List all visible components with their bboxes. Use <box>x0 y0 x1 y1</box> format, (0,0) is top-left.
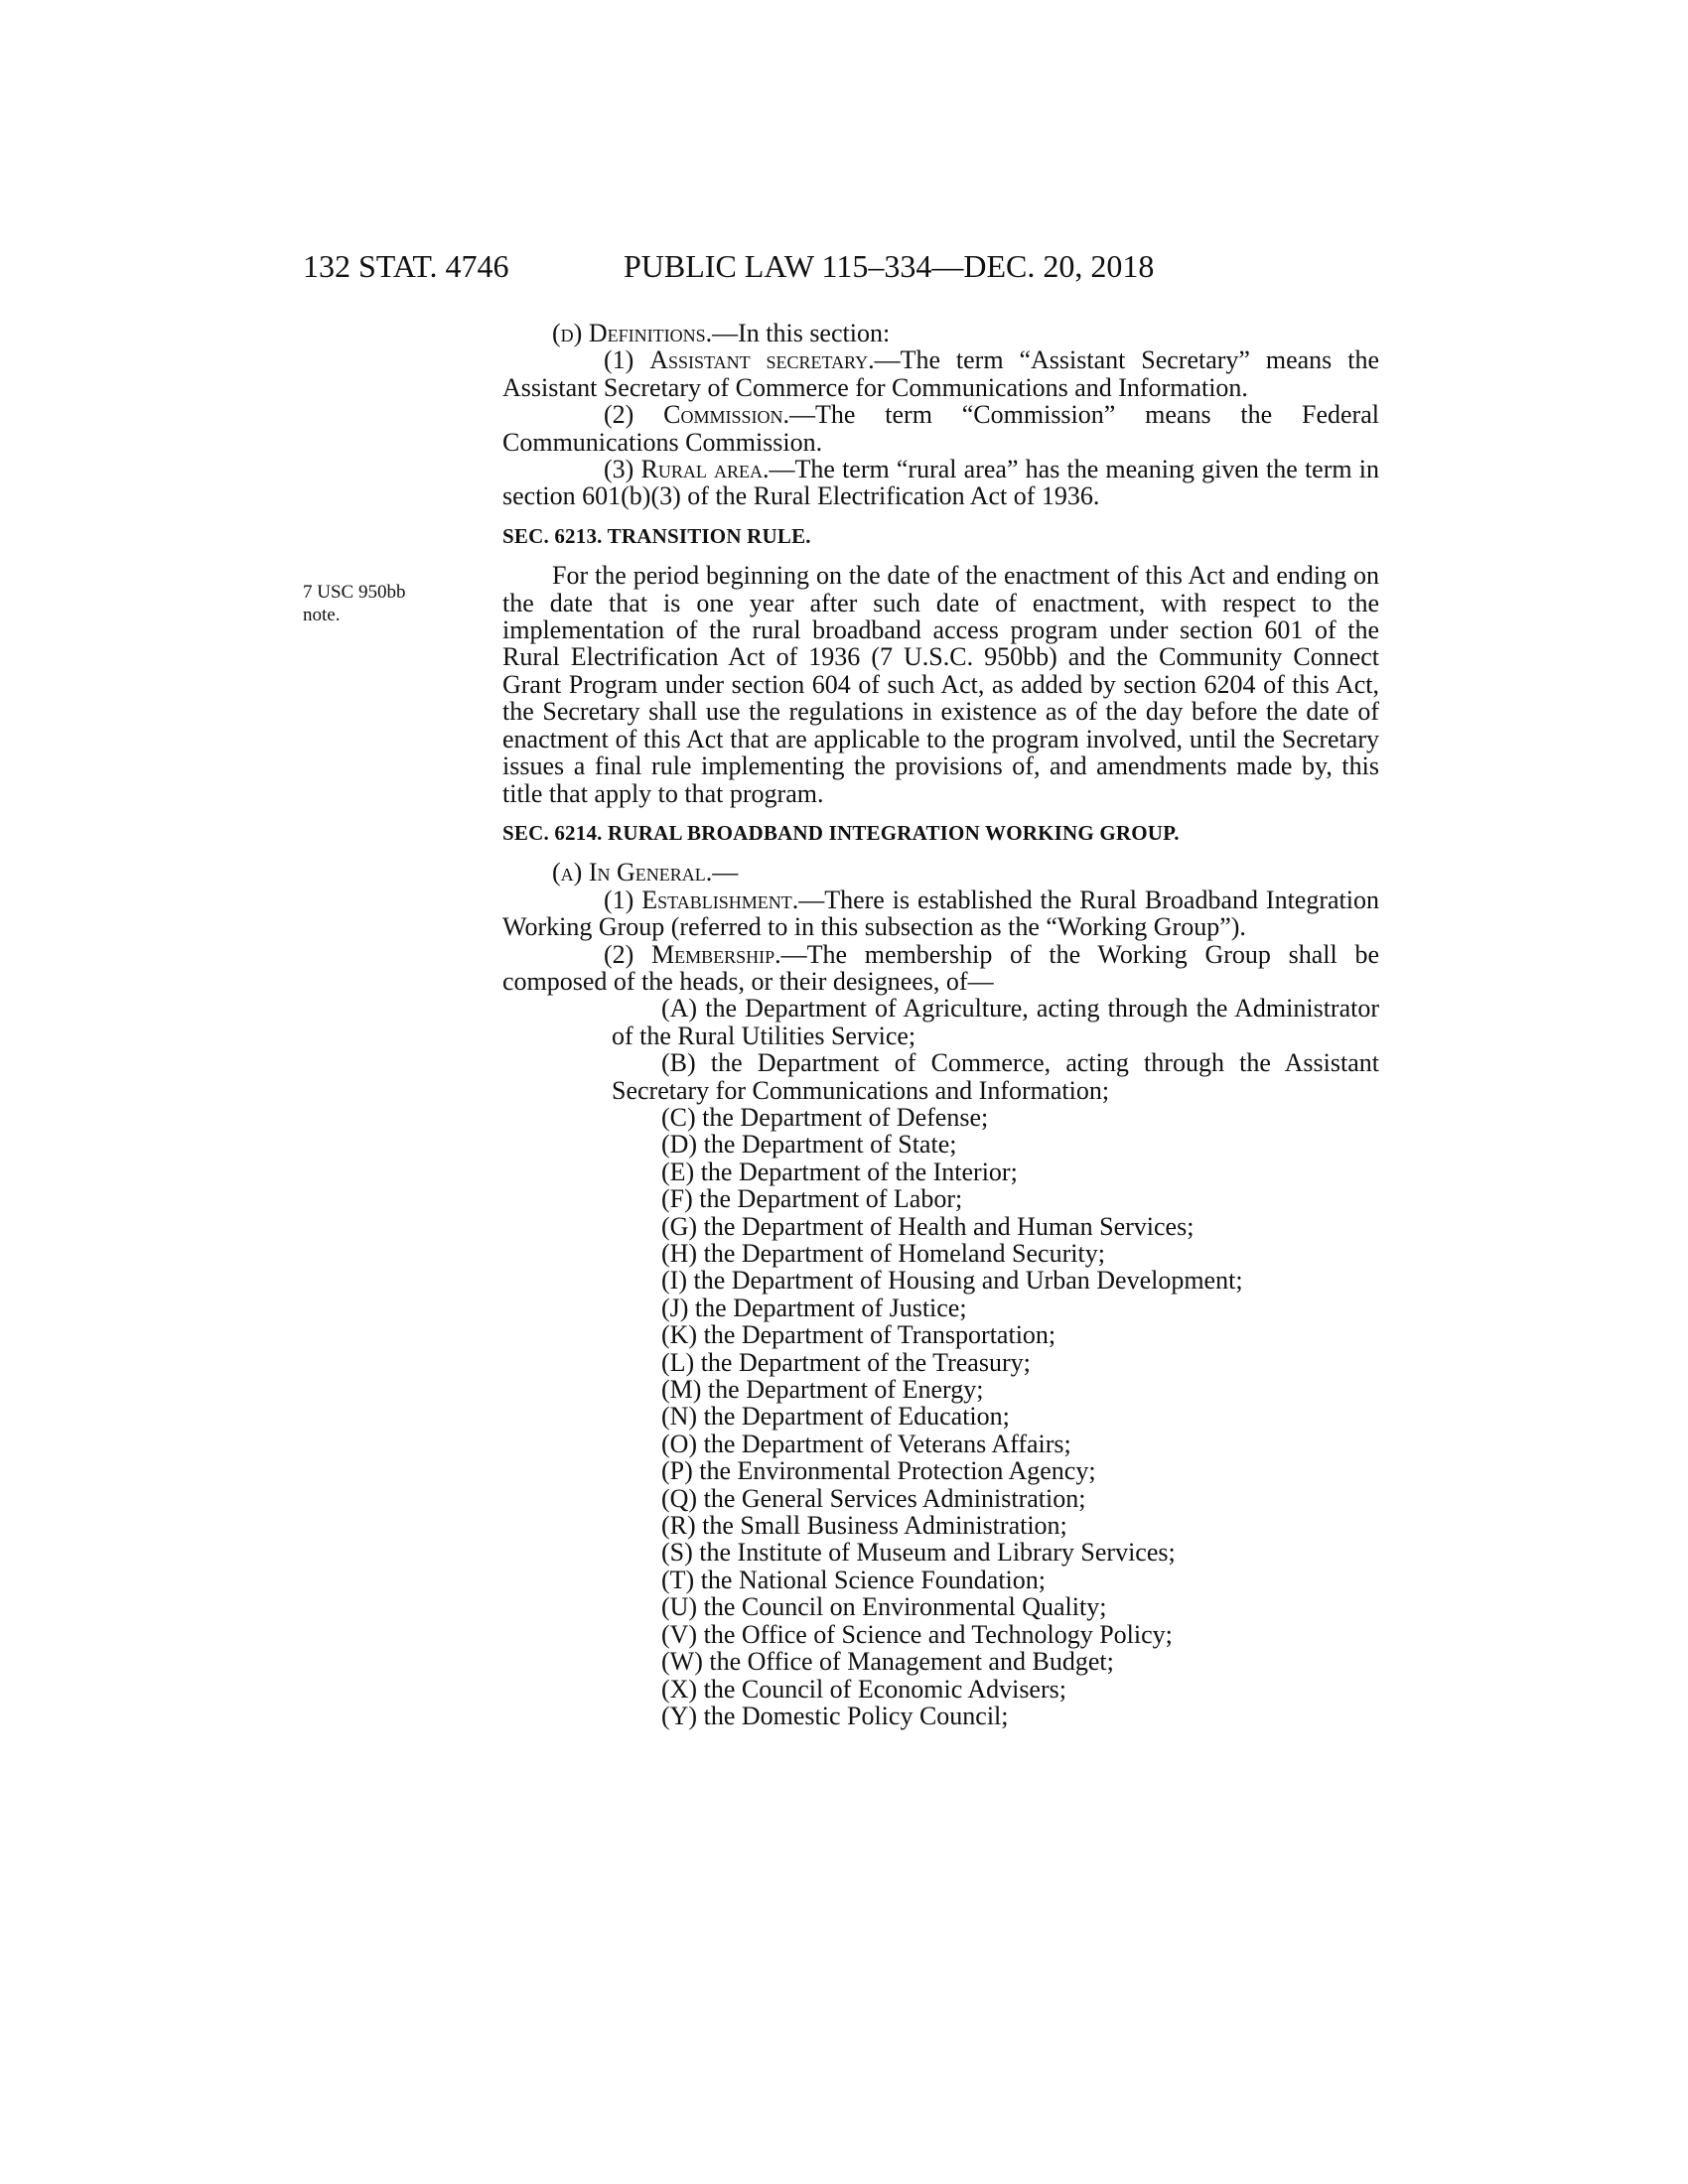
member-item-r: (R) the Small Business Administration; <box>661 1511 1067 1541</box>
definition-text: .—The term “Commission” means the Federal Communications Commission. <box>502 400 1379 457</box>
definition-number: (2) <box>604 400 664 430</box>
in-general-dash: .— <box>705 858 739 887</box>
definitions-subsection <box>502 320 1379 346</box>
member-item-k: (K) the Department of Transportation; <box>661 1320 1056 1350</box>
definition-item <box>502 401 1379 456</box>
membership-text: .—The membership of the Working Group shall be composed of the heads, or their designees, of— <box>502 939 1379 996</box>
definition-text: .—The term “rural area” has the meaning given the term in section 601(b)(3) of the Rural Electrification Act of 1936. <box>502 455 1379 511</box>
establishment-paragraph <box>502 887 1379 941</box>
member-item-t: (T) the National Science Foundation; <box>661 1565 1047 1594</box>
membership-term: Membership <box>651 939 775 969</box>
member-item-e: (E) the Department of the Interior; <box>661 1157 1018 1186</box>
member-item-f: (F) the Department of Labor; <box>661 1184 963 1214</box>
member-item-c: (C) the Department of Defense; <box>661 1102 989 1132</box>
establishment-text: .—There is established the Rural Broadband Integration Working Group (referred to in this subsection as the “Working Group”). <box>502 885 1379 942</box>
section-6213-text: For the period beginning on the date of the enactment of this Act and ending on the date that is one year after such date of enactment, with respect to the implementation of the rural broadband access program under section 601 of the Rural Electrification Act of 1936 (7 U.S.C. 950bb) and the Community Connect Grant Program under section 604 of such Act, as added by section 6204 of this Act, the Secretary shall use the regulations in existence as of the day before the date of enactment of this Act that are applicable to the program involved, until the Secretary issues a final rule implementing the provisions of, and amendments made by, this title that apply to that program. <box>502 561 1379 808</box>
member-item-o: (O) the Department of Veterans Affairs; <box>661 1429 1071 1458</box>
page-header <box>0 248 1688 288</box>
definition-term: Commission <box>663 400 783 430</box>
member-item-b: (B) the Department of Commerce, acting through the Assistant Secretary for Communications and Information; <box>612 1048 1379 1105</box>
margin-note <box>303 581 452 626</box>
member-item-j: (J) the Department of Justice; <box>661 1293 967 1322</box>
member-item-l: (L) the Department of the Treasury; <box>661 1347 1031 1377</box>
definition-text: .—The term “Assistant Secretary” means the Assistant Secretary of Commerce for Communications and Information. <box>502 345 1379 402</box>
definition-number: (1) <box>604 345 650 375</box>
member-list <box>502 995 1379 1729</box>
establishment-term: Establishment <box>641 885 792 914</box>
member-item-m: (M) the Department of Energy; <box>661 1375 984 1405</box>
member-item-x: (X) the Council of Economic Advisers; <box>661 1674 1066 1704</box>
definition-term: Assistant secretary <box>649 345 869 375</box>
membership-number: (2) <box>604 939 652 969</box>
definition-item <box>502 346 1379 401</box>
member-item-q: (Q) the General Services Administration; <box>661 1483 1086 1513</box>
definitions-label: (d) Definitions <box>552 319 706 347</box>
member-item-u: (U) the Council on Environmental Quality; <box>661 1592 1107 1622</box>
member-item-a: (A) the Department of Agriculture, acting through the Administrator of the Rural Utilities Service; <box>612 994 1379 1050</box>
public-law-title: PUBLIC LAW 115–334—DEC. 20, 2018 <box>624 248 1155 284</box>
establishment-number: (1) <box>604 885 642 914</box>
member-item-d: (D) the Department of State; <box>661 1130 957 1160</box>
page-body <box>502 320 1379 1729</box>
member-item-p: (P) the Environmental Protection Agency; <box>661 1456 1096 1486</box>
member-item-i: (I) the Department of Housing and Urban Development; <box>661 1266 1243 1296</box>
definition-item <box>502 456 1379 510</box>
membership-paragraph <box>502 941 1379 996</box>
member-item-n: (N) the Department of Education; <box>661 1402 1010 1432</box>
member-item-h: (H) the Department of Homeland Security; <box>661 1239 1105 1268</box>
member-item-y: (Y) the Domestic Policy Council; <box>661 1701 1009 1730</box>
member-item-g: (G) the Department of Health and Human Services; <box>661 1211 1195 1241</box>
member-item-v: (V) the Office of Science and Technology Policy; <box>661 1619 1173 1649</box>
definition-number: (3) <box>604 455 641 484</box>
statute-page-number: 132 STAT. 4746 <box>303 248 509 284</box>
in-general-label: (a) In General <box>552 858 706 887</box>
section-6213-heading: SEC. 6213. TRANSITION RULE. <box>502 523 811 548</box>
member-item-s: (S) the Institute of Museum and Library Services; <box>661 1538 1176 1568</box>
margin-note-citation: 7 USC 950bb <box>303 582 406 603</box>
member-item-w: (W) the Office of Management and Budget; <box>661 1647 1114 1677</box>
definition-term: Rural area <box>640 455 763 484</box>
margin-note-label: note. <box>303 605 341 625</box>
in-general-subsection <box>502 859 1379 886</box>
definitions-lead: .—In this section: <box>705 319 891 347</box>
section-6214-heading: SEC. 6214. RURAL BROADBAND INTEGRATION WORKING GROUP. <box>502 820 1180 845</box>
